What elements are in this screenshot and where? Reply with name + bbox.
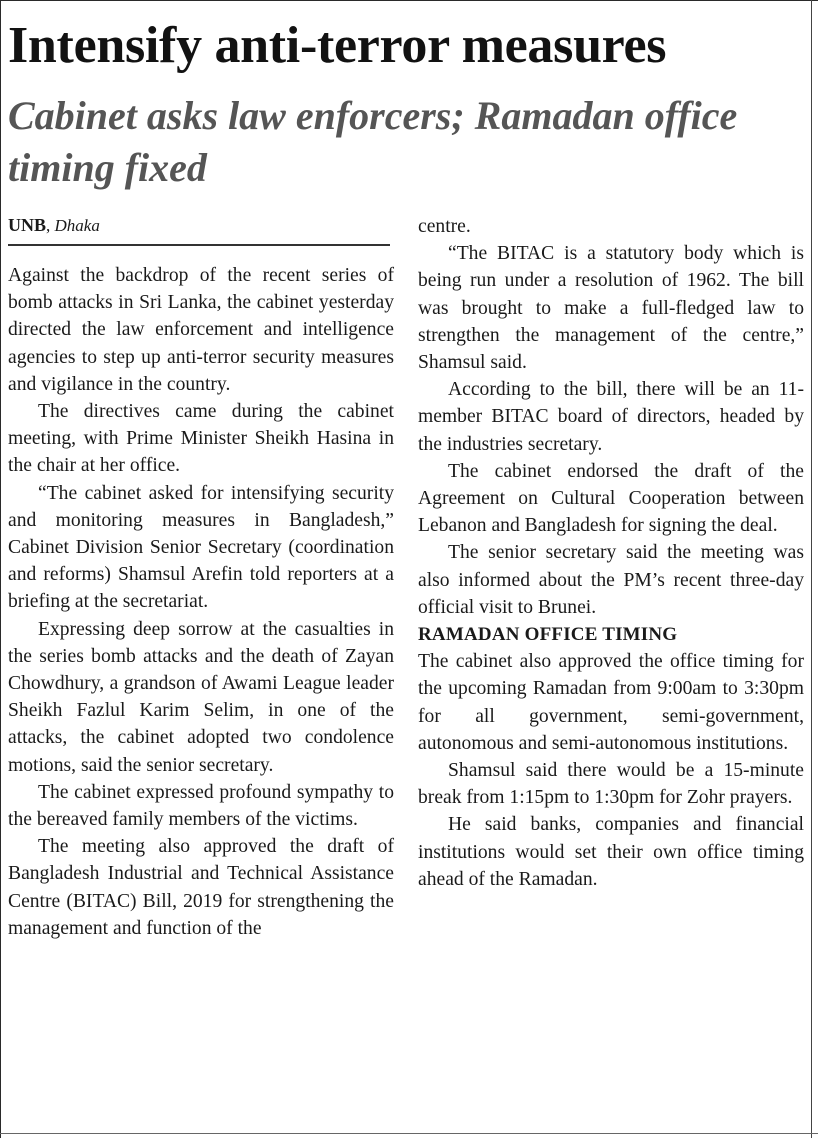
section-heading: RAMADAN OFFICE TIMING: [418, 624, 678, 646]
paragraph: The meeting also approved the draft of Bangladesh Industrial and Technical Assistance Centre (BITAC) Bill, 2019 for strengthening the management and function of the: [8, 836, 394, 939]
paragraph: Shamsul said there would be a 15-minute break from 1:15pm to 1:30pm for Zohr prayers.: [418, 760, 804, 809]
byline-location: Dhaka: [54, 216, 100, 235]
byline-agency: UNB: [8, 215, 47, 235]
paragraph: He said banks, companies and financial institutions would set their own office timing ahead of the Ramadan.: [418, 814, 804, 890]
article-column-one: [8, 262, 394, 942]
left-border: [0, 0, 1, 1138]
right-border: [811, 0, 812, 1138]
byline: UNB, Dhaka: [8, 215, 100, 235]
top-border: [0, 0, 818, 1]
paragraph: The cabinet expressed profound sympathy to the bereaved family members of the victims.: [8, 781, 394, 831]
paragraph: According to the bill, there will be an 11-member BITAC board of directors, headed by the industries secretary.: [418, 379, 804, 455]
article-column-two: [418, 213, 804, 893]
paragraph: The senior secretary said the meeting was also informed about the PM’s recent three-day official visit to Brunei.: [418, 542, 804, 618]
headline: Intensify anti-terror measures: [8, 17, 667, 74]
byline-divider: [8, 244, 390, 246]
continuation-text: centre.: [418, 216, 471, 237]
paragraph: “The cabinet asked for intensifying security and monitoring measures in Bangladesh,” Cabinet Division Senior Secretary (coordination and reforms) Shamsul Arefin told reporters at a briefing at the secretariat.: [8, 482, 394, 613]
paragraph: The cabinet endorsed the draft of the Agreement on Cultural Cooperation between Lebanon and Bangladesh for signing the deal.: [418, 460, 804, 537]
paragraph: The directives came during the cabinet meeting, with Prime Minister Sheikh Hasina in the chair at her office.: [8, 401, 394, 477]
paragraph: Expressing deep sorrow at the casualties in the series bomb attacks and the death of Zayan Chowdhury, a grandson of Awami League leader Sheikh Fazlul Karim Selim, in one of the attacks, the cabinet adopted two condolence motions, said the senior secretary.: [8, 618, 394, 776]
bottom-border: [0, 1133, 818, 1134]
paragraph: The cabinet also approved the office timing for the upcoming Ramadan from 9:00am to 3:30pm for all government, semi-government, autonomous and semi-autonomous institutions.: [418, 651, 804, 754]
paragraph: Against the backdrop of the recent series of bomb attacks in Sri Lanka, the cabinet yesterday directed the law enforcement and intelligence agencies to step up anti-terror security measures and vigilance in the country.: [8, 265, 394, 395]
paragraph: “The BITAC is a statutory body which is being run under a resolution of 1962. The bill was brought to make a full-fledged law to strengthen the management of the centre,” Shamsul said.: [418, 243, 804, 374]
subheadline: Cabinet asks law enforcers; Ramadan office timing fixed: [8, 93, 738, 190]
